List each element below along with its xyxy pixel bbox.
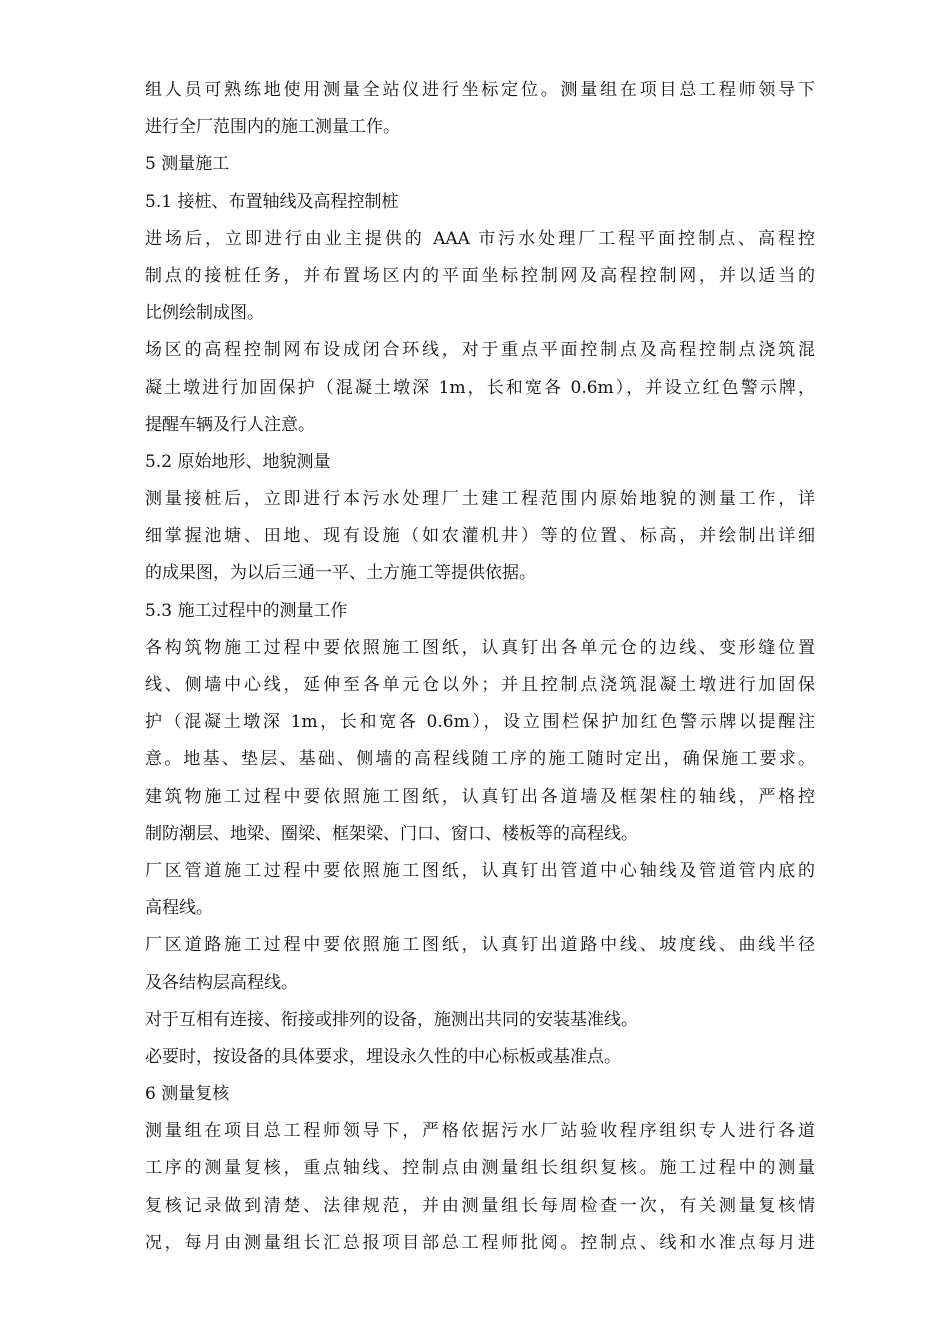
section-heading: 5 测量施工 — [145, 154, 230, 175]
text-line: 比例绘制成图。 — [145, 303, 264, 324]
text-line: 细掌握池塘、田地、现有设施（如农灌机井）等的位置、标高，并绘制出详细 — [145, 526, 815, 547]
text-line: 意。地基、垫层、基础、侧墙的高程线随工序的施工随时定出，确保施工要求。 — [145, 749, 815, 770]
section-heading: 5.1 接桩、布置轴线及高程控制桩 — [145, 191, 399, 212]
text-line: 测量接桩后，立即进行本污水处理厂土建工程范围内原始地貌的测量工作，详 — [145, 489, 815, 510]
text-line: 场区的高程控制网布设成闭合环线，对于重点平面控制点及高程控制点浇筑混 — [145, 340, 815, 361]
text-line: 提醒车辆及行人注意。 — [145, 414, 315, 435]
text-line: 况，每月由测量组长汇总报项目部总工程师批阅。控制点、线和水准点每月进 — [145, 1232, 815, 1253]
text-line: 各构筑物施工过程中要依照施工图纸，认真钉出各单元仓的边线、变形缝位置 — [145, 637, 815, 658]
text-line: 进行全厂范围内的施工测量工作。 — [145, 117, 400, 138]
text-line: 及各结构层高程线。 — [145, 972, 298, 993]
text-line: 凝土墩进行加固保护（混凝土墩深 1m，长和宽各 0.6m），并设立红色警示牌， — [145, 377, 815, 398]
section-heading: 5.2 原始地形、地貌测量 — [145, 451, 331, 472]
section-heading: 5.3 施工过程中的测量工作 — [145, 600, 348, 621]
text-line: 制点的接桩任务，并布置场区内的平面坐标控制网及高程控制网，并以适当的 — [145, 265, 815, 286]
text-line: 护（混凝土墩深 1m，长和宽各 0.6m），设立围栏保护加红色警示牌以提醒注 — [145, 712, 815, 733]
text-line: 厂区管道施工过程中要依照施工图纸，认真钉出管道中心轴线及管道管内底的 — [145, 860, 815, 881]
text-line: 的成果图，为以后三通一平、土方施工等提供依据。 — [145, 563, 536, 584]
text-line: 必要时，按设备的具体要求，埋设永久性的中心标板或基准点。 — [145, 1046, 621, 1067]
text-line: 建筑物施工过程中要依照施工图纸，认真钉出各道墙及框架柱的轴线，严格控 — [145, 786, 815, 807]
text-line: 高程线。 — [145, 898, 213, 919]
text-line: 制防潮层、地梁、圈梁、框架梁、门口、窗口、楼板等的高程线。 — [145, 823, 638, 844]
text-line: 工序的测量复核，重点轴线、控制点由测量组长组织复核。施工过程中的测量 — [145, 1158, 815, 1179]
text-line: 测量组在项目总工程师领导下，严格依据污水厂站验收程序组织专人进行各道 — [145, 1121, 815, 1142]
document-body — [145, 72, 815, 1262]
text-line: 进场后，立即进行由业主提供的 AAA 市污水处理厂工程平面控制点、高程控 — [145, 228, 815, 249]
text-line: 组人员可熟练地使用测量全站仪进行坐标定位。测量组在项目总工程师领导下 — [145, 80, 815, 100]
text-line: 线、侧墙中心线，延伸至各单元仓以外；并且控制点浇筑混凝土墩进行加固保 — [145, 675, 815, 695]
text-line: 复核记录做到清楚、法律规范，并由测量组长每周检查一次，有关测量复核情 — [145, 1195, 815, 1216]
section-heading: 6 测量复核 — [145, 1084, 230, 1105]
text-line: 对于互相有连接、衔接或排列的设备，施测出共同的安装基准线。 — [145, 1009, 638, 1030]
text-line: 厂区道路施工过程中要依照施工图纸，认真钉出道路中线、坡度线、曲线半径 — [145, 935, 815, 956]
